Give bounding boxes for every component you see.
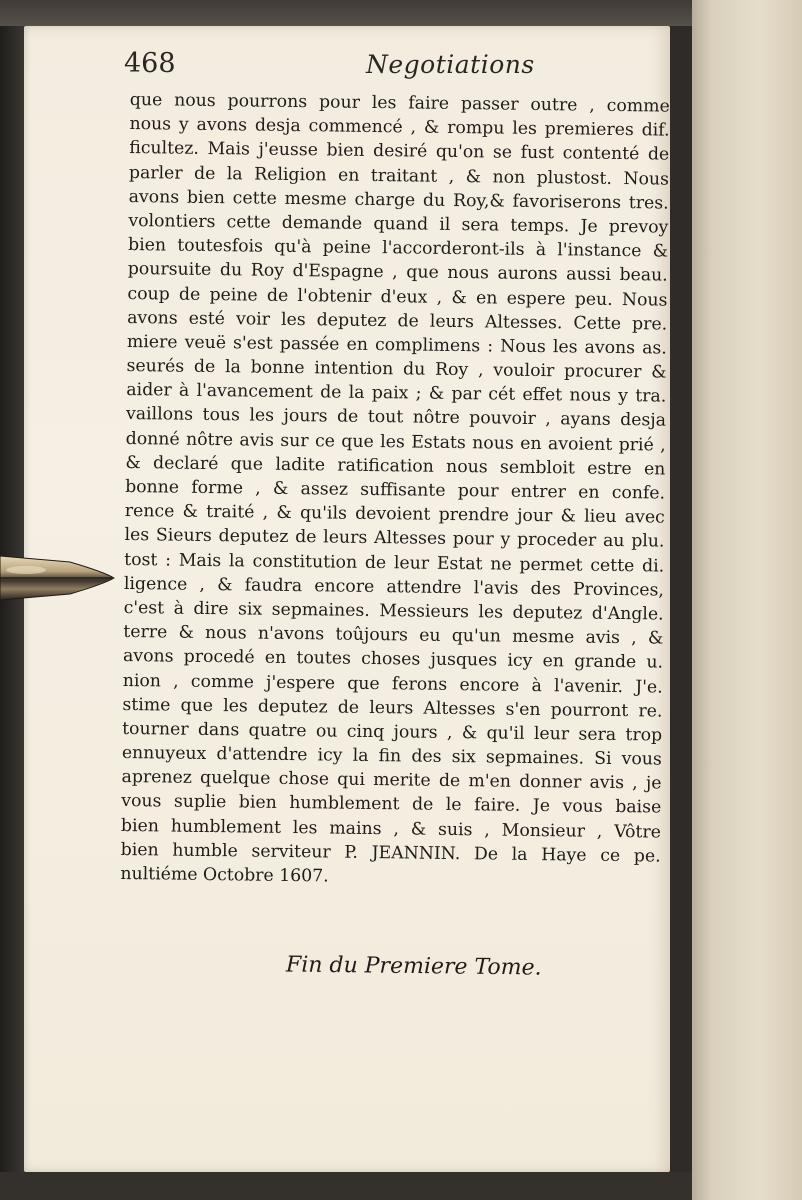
text-line: volontiers cette demande quand il sera temps. Je prevoy — [128, 210, 669, 238]
text-line: tost : Mais la constitution de leur Estat ne permet cette di. — [124, 549, 665, 577]
text-line: tourner dans quatre ou cinq jours , & qu'il leur sera trop — [122, 718, 663, 746]
text-line: aprenez quelque chose qui merite de m'en donner avis , je — [121, 767, 662, 794]
text-line-last: nultiéme Octobre 1607. — [120, 863, 329, 887]
text-line: ficultez. Mais j'eusse bien desiré qu'on se fust contenté de — [129, 138, 670, 165]
text-line: parler de la Religion en traitant , & non plustost. Nous — [128, 162, 670, 190]
book-page — [24, 26, 670, 1172]
text-line: avons esté voir les deputez de leurs Altesses. Cette pre. — [127, 307, 668, 335]
text-line: vous suplie bien humblement de le faire. Je vous baise — [121, 791, 662, 818]
pen-nib-pointer — [0, 548, 120, 608]
text-line: les Sieurs deputez de leurs Altesses pour y proceder au plu. — [124, 525, 665, 552]
text-line: miere veuë s'est passée en complimens : Nous les avons as. — [126, 331, 667, 359]
text-line: donné nôtre avis sur ce que les Estats nous en avoient prié , — [125, 428, 666, 456]
text-line: stime que les deputez de leurs Altesses s'en pourront re. — [122, 694, 663, 722]
text-line: bonne forme , & assez suffisante pour entrer en confe. — [125, 476, 666, 504]
text-line: bien toutesfois qu'à peine l'accorderont-ils à l'instance & — [127, 235, 669, 262]
text-line: nion , comme j'espere que ferons encore à l'avenir. J'e. — [122, 670, 663, 698]
text-line: coup de peine de l'obtenir d'eux , & en espere peu. Nous — [127, 283, 668, 311]
text-line: ligence , & faudra encore attendre l'avis des Provinces, — [123, 573, 665, 601]
text-line: & declaré que ladite ratification nous sembloit estre en — [125, 452, 666, 480]
text-line: vaillons tous les jours de tout nôtre pouvoir , ayans desja — [125, 404, 667, 432]
top-edge — [0, 0, 692, 26]
text-line: aider à l'avancement de la paix ; & par cét effet nous y tra. — [126, 380, 667, 407]
text-line: bien humblement les mains , & suis , Monsieur , Vôtre — [120, 815, 662, 843]
text-line: nous y avons desja commencé , & rompu les premieres dif. — [129, 114, 670, 141]
text-line: avons procedé en toutes choses jusques icy en grande u. — [122, 646, 664, 673]
text-line: poursuite du Roy d'Espagne , que nous aurons aussi beau. — [127, 259, 668, 286]
bottom-edge — [0, 1172, 692, 1200]
text-line: rence & traité , & qu'ils devoient prendre jour & lieu avec — [124, 501, 665, 528]
text-line: c'est à dire six sepmaines. Messieurs les deputez d'Angle. — [123, 597, 664, 625]
body-text — [120, 88, 670, 893]
page-header — [124, 46, 684, 90]
text-line: avons bien cette mesme charge du Roy,& favoriserons tres. — [128, 186, 669, 214]
text-line: bien humble serviteur P. JEANNIN. De la Haye ce pe. — [120, 839, 661, 867]
text-line: seurés de la bonne intention du Roy , vouloir procurer & — [126, 356, 667, 383]
text-line: que nous pourrons pour les faire passer outre , comme — [129, 89, 670, 117]
text-line: terre & nous n'avons toûjours eu qu'un mesme avis , & — [123, 622, 664, 649]
facing-page-edge — [692, 0, 802, 1200]
running-title: Negotiations — [366, 50, 535, 79]
page-number: 468 — [124, 48, 176, 79]
closing-line: Fin du Premiere Tome. — [285, 952, 542, 981]
text-line: ennuyeux d'attendre icy la fin des six sepmaines. Si vous — [121, 743, 662, 770]
